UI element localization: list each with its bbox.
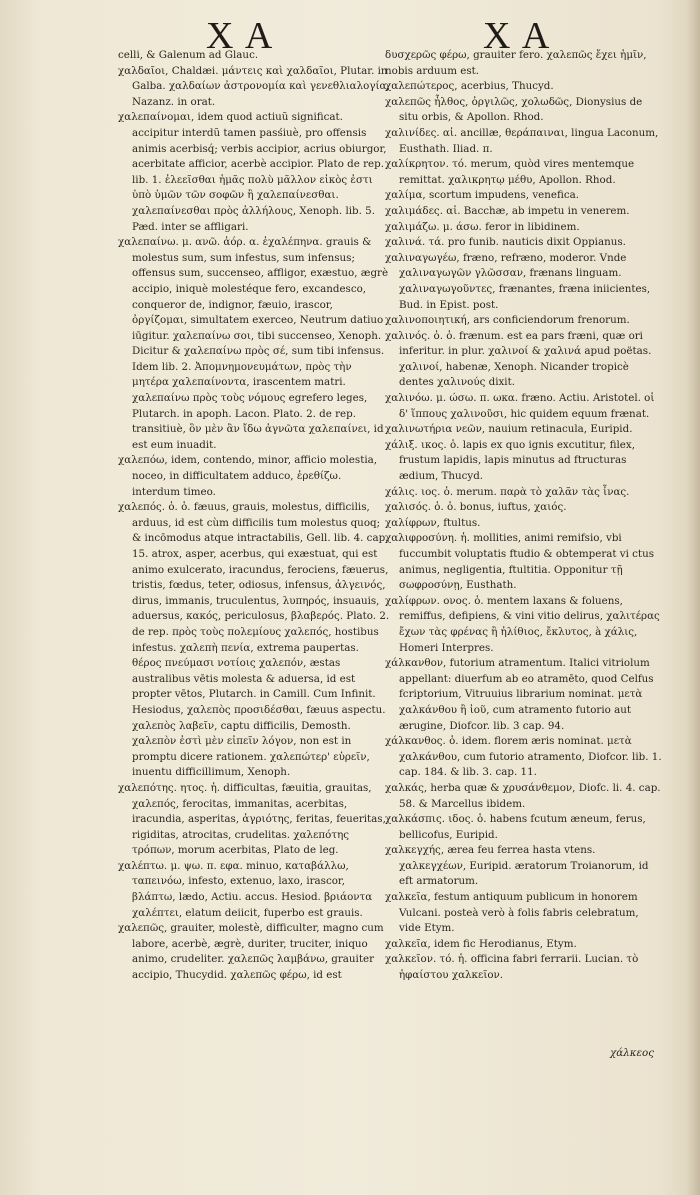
dictionary-entry: χαλίφρων. ονος. ὁ. mentem laxans & foluens, remiffus, defipiens, & vini vitio delirus, χαλιτέρας ἔχων τὰς φρένας ἢ ἠλίθιος, ἔκλυτος, à χάλις, Homeri Interpres.	[385, 594, 660, 654]
dictionary-entry: χαλιναγωγέω, fræno, refræno, moderor. Vnde χαλιναγωγῶν γλῶσσαν, frænans linguam. χαλιναγωγοῦντες, frænantes, fræna iniicientes, Bud. in Epist. post.	[385, 251, 651, 311]
left-column	[118, 48, 390, 984]
dictionary-entry: χάλις. ιος. ὁ. merum. παρὰ τὸ χαλᾶν τὰς ἶνας.	[385, 485, 630, 498]
dictionary-entry: χαλκεῖον. τό. ἡ. officina fabri ferrarii. Lucian. τὸ ἡφαίστου χαλκεῖον.	[385, 953, 639, 982]
dictionary-entry: χαλέπτω. μ. ψω. π. εφα. minuo, καταβάλλω, ταπεινόω, infesto, extenuo, laxo, irascor, βλάπτω, lædo, Actiu. accus. Hesiod. βριάοντα χαλέπτει, elatum deiicit, fuperbo est grauis.	[118, 859, 373, 919]
dictionary-entry: χαλδαῖοι, Chaldæi. μάντεις καὶ χαλδαῖοι, Plutar. in Galba. χαλδαίων ἀστρονομία καὶ γενεθλιαλογία, Nazanz. in orat.	[118, 64, 390, 108]
dictionary-entry: χαλκεγχής, ærea feu ferrea hasta vtens. χαλκεγχέων, Euripid. æratorum Troianorum, id eft armatorum.	[385, 844, 649, 888]
dictionary-entry: χαλκεῖα, idem fic Herodianus, Etym.	[385, 937, 577, 950]
dictionary-entry: χαλινά. τά. pro funib. nauticis dixit Oppianus.	[385, 236, 626, 249]
dictionary-entry: χαλίφρων, ftultus.	[385, 516, 481, 529]
dictionary-entry: χαλιμάδες. αἱ. Bacchæ, ab impetu in venerem.	[385, 204, 630, 217]
dictionary-entry: χαλινόω. μ. ώσω. π. ωκα. fræno. Actiu. Aristotel. οἱ δ' ἵππους χαλινοῦσι, hic quidem equum frænat.	[385, 392, 655, 420]
dictionary-entry: δυσχερῶς φέρω, grauiter fero. χαλεπῶς ἔχει ἡμῖν, nobis arduum est.	[385, 49, 647, 77]
dictionary-entry: χαλεπαίνομαι, idem quod actiuũ significat. accipitur interdũ tamen pasśiuè, pro offensis animis acerbisq́; verbis accipior, acrius obiurgor, acerbitate afficior, acerbè accipior. Plato de rep. lib. 1. ἐλεεῖσθαι ἡμᾶς πολὺ μᾶλλον εἰκὸς ἐστι ὑπὸ ὑμῶν τῶν σοφῶν ἢ χαλεπαίνεσθαι. χαλεπαίνεσθαι πρὸς ἀλλήλους, Xenoph. lib. 5. Pæd. inter se affligari.	[118, 111, 387, 233]
dictionary-entry: χαλινοποιητική, ars conficiendorum frenorum.	[385, 314, 630, 327]
dictionary-entry: χαλεπῶς ἦλθος, ὀργιλῶς, χολωδῶς, Dionysius de situ orbis, & Apollon. Rhod.	[385, 95, 643, 124]
dictionary-entry: χαλινωτήρια νεῶν, nauium retinacula, Euripid.	[385, 423, 633, 436]
dictionary-entry: celli, & Galenum ad Glauc.	[118, 49, 259, 61]
dictionary-entry: χαλεπώτερος, acerbius, Thucyd.	[385, 80, 554, 93]
dictionary-entry: χαλιμάζω. μ. άσω. feror in libidinem.	[385, 220, 580, 233]
dictionary-entry: χαλίκρητον. τό. merum, quòd vires mentemque remittat. χαλικρητῳ μέθυ, Apollon. Rhod.	[385, 158, 635, 186]
dictionary-entry: χάλκανθος. ὁ. idem. florem æris nominat. μετὰ χαλκάνθου, cum futorio atramento, Diofcor. lib. 1. cap. 184. & lib. 3. cap. 11.	[385, 735, 662, 779]
dictionary-entry: χαλινός. ὁ. ὁ. frænum. est ea pars fræni, quæ ori inferitur. in plur. χαλινοί & χαλινά apud poëtas. χαλινοί, habenæ, Xenoph. Nicander tropicè dentes χαλινούς dixit.	[385, 329, 652, 389]
dictionary-entry: χαλκάσπις. ιδος. ὁ. habens fcutum æneum, ferus, bellicofus, Euripid.	[385, 813, 646, 841]
page-spine-shadow	[686, 0, 700, 1195]
dictionary-entry: χαλισός. ὁ. ὁ. bonus, iuftus, χαιός.	[385, 501, 567, 514]
dictionary-entry: χαλινίδες. αἱ. ancillæ, θεράπαιναι, lingua Laconum, Eusthath. Iliad. π.	[385, 126, 659, 155]
right-column	[385, 48, 663, 984]
page-header-left: X A	[206, 15, 275, 57]
dictionary-entry: χαλκάς, herba quæ & χρυσάνθεμον, Diofc. li. 4. cap. 58. & Marcellus ibidem.	[385, 781, 661, 810]
dictionary-entry: χαλκεῖα, festum antiquum publicum in honorem Vulcani. posteà verò à folis fabris celebratum, vide Etym.	[385, 891, 639, 935]
dictionary-entry: χαλεπός. ὁ. ὁ. fæuus, grauis, molestus, difficilis, arduus, id est cùm difficilis tum molestus quoq; & incōmodus atque intractabilis, Gell. lib. 4. cap. 15. atrox, asper, acerbus, qui exæstuat, qui est animo exulcerato, iracundus, ferociens, fæuerus, tristis, fœdus, teter, odiosus, infensus, ἀλγεινός, dirus, immanis, truculentus, λυπηρός, insuauis, aduersus, κακός, periculosus, βλαβερός. Plato. 2. de rep. πρὸς τοὺς πολεμίους χαλεπός, hostibus infestus. χαλεπὴ πενία, extrema paupertas. θέρος πνεύμασι νοτίοις χαλεπόν, æstas australibus vētis molesta & aduersa, id est propter vētos, Plutarch. in Camill. Cum Infinit. Hesiodus, χαλεπὸς προσιδέσθαι, fæuus aspectu. χαλεπὸς λαβεῖν, captu difficilis, Demosth. χαλεπὸν ἐστὶ μὲν εἰπεῖν λόγον, non est in promptu dicere rationem. χαλεπώτερ' εὑρεῖν, inuentu difficillimum, Xenoph.	[118, 501, 390, 779]
dictionary-entry: χαλεπόω, idem, contendo, minor, afficio molestia, noceo, in difficultatem adduco, ἐρεθίζω. interdum timeo.	[118, 454, 378, 498]
dictionary-entry: χαλιφροσύνη. ἡ. mollities, animi remifsio, vbi fuccumbit voluptatis ftudio & obtemperat vi ctus animus, negligentia, ftultitia. Opponitur τῇ σωφροσύνῃ, Eusthath.	[385, 532, 654, 592]
dictionary-entry: χαλίμα, scortum impudens, venefica.	[385, 189, 580, 202]
dictionary-entry: χάλιξ. ικος. ὁ. lapis ex quo ignis excutitur, filex, frustum lapidis, lapis minutus ad ftructuras ædium, Thucyd.	[385, 438, 635, 483]
dictionary-entry: χάλκανθον, futorium atramentum. Italici vitriolum appellant: diuerfum ab eo atramēto, quod Celfus fcriptorium, Vitruuius librarium nominat. μετὰ χαλκάνθου ἢ ἰοῦ, cum atramento futorio aut ærugine, Diofcor. lib. 3 cap. 94.	[385, 657, 654, 732]
dictionary-entry: χαλεπότης. ητος. ἡ. difficultas, fæuitia, grauitas, χαλεπός, ferocitas, immanitas, acerbitas, iracundia, asperitas, ἀγριότης, feritas, feueritas, rigiditas, atrocitas, crudelitas. χαλεπότης τρόπων, morum acerbitas, Plato de leg.	[118, 781, 386, 857]
dictionary-entry: χαλεπαίνω. μ. ανῶ. ἀόρ. α. ἐχαλέπηνα. grauis & molestus sum, sum infestus, sum infensus; offensus sum, succenseo, affligor, exæstuo, ægrè accipio, iniquè molestéque fero, excandesco, conqueror de, indignor, fæuio, irascor, ὀργίζομαι, simultatem exerceo, Neutrum datiuo iūgitur. χαλεπαίνω σοι, tibi succenseo, Xenoph. Dicitur & χαλεπαίνω πρὸς σέ, sum tibi infensus. Idem lib. 2. Ἀπομνημονευμάτων, πρὸς τὴν μητέρα χαλεπαίνοντα, irascentem matri. χαλεπαίνω πρὸς τοὺς νόμους egrefero leges, Plutarch. in apoph. Lacon. Plato. 2. de rep. transitiuè, ὃν μὲν ἂν ἴδω ἀγνῶτα χαλεπαίνει, id est eum inuadit.	[118, 236, 389, 451]
dictionary-entry: χαλεπῶς, grauiter, molestè, difficulter, magno cum labore, acerbè, ægrè, duriter, truciter, iniquo animo, crudeliter. χαλεπῶς λαμβάνω, grauiter accipio, Thucydid. χαλεπῶς φέρω, id est	[118, 922, 384, 982]
catchword: χάλκεος	[610, 1047, 654, 1059]
page-header-right: X A	[483, 15, 552, 57]
